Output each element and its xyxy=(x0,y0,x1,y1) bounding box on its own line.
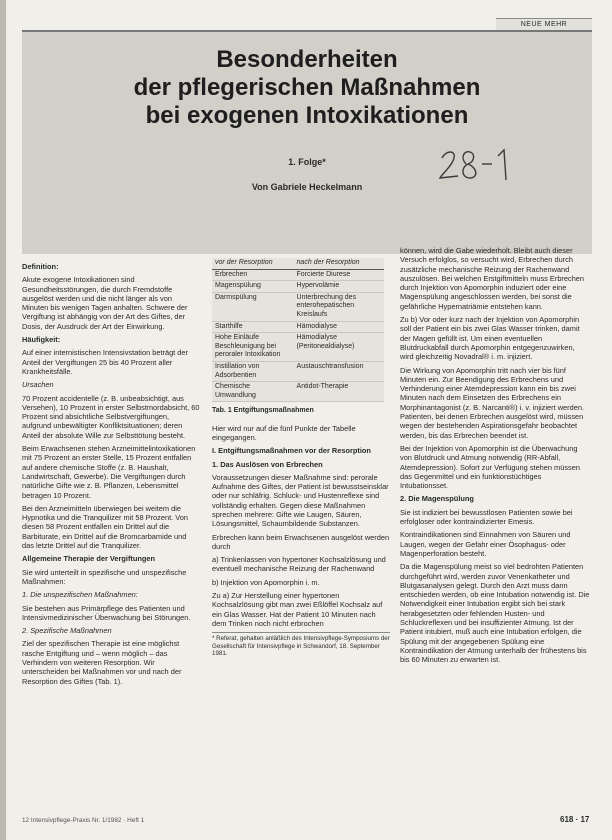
title-line-3: bei exogenen Intoxikationen xyxy=(145,102,469,129)
table-cell: Chemische Umwandlung xyxy=(212,382,294,402)
table-row xyxy=(212,333,384,362)
table-cell: Darmspülung xyxy=(212,292,294,321)
item1-heading: 1. Die unspezifischen Maßnahmen: xyxy=(22,590,138,600)
definition-heading: Definition: xyxy=(22,262,59,271)
children-text: Bei den Arzneimitteln überwiegen bei weitem die Hypnotika und die Tranquilizer mit 58 Prozent. Von diesen 58 Prozent entfallen ein Drittel auf die Barbiturate, ein Drittel auf die Bromcarbamide und das letzte Drittel auf die Tranquilizer. xyxy=(22,503,188,551)
table-row xyxy=(212,281,384,293)
vomiting-item-a: a) Trinkenlassen von hypertoner Kochsalzlösung und eventuell mechanische Reizung der Rachenwand xyxy=(212,555,386,574)
right-text-7: Da die Magenspülung meist so viel bedrohten Patienten durchgeführt wird, werden zuvor Venenkatheter und Blutgasanalysen gelegt. Durch den Arzt muss dann entschieden werden, ob eine Intubation notwendig ist. Die Notwendigkeit einer Intubation ergibt sich bei stark herabgesetzten oder fehlenden Husten- und Schluckreflexen und bei insuffizienter Atmung. Ist der Patient intubiert, muß auch eine Intubation erfolgen, die Spülung mit der angegebenen Spülung eine Kontraindikation der Atmung unterhalb der frühestens bis bis 60 Minuten zu erwarten ist. xyxy=(400,562,590,665)
after-table-text: Hier wird nur auf die fünf Punkte der Tabelle eingegangen. xyxy=(212,423,356,442)
table-cell: Hypervolämie xyxy=(294,281,384,293)
table-row xyxy=(212,292,384,321)
causes-heading: Ursachen xyxy=(22,380,54,390)
handwritten-note xyxy=(436,144,516,184)
column-middle xyxy=(212,258,390,658)
therapy-intro: Sie wird unterteilt in spezifische und unspezifische Maßnahmen: xyxy=(22,567,187,586)
author-line: Von Gabriele Heckelmann xyxy=(251,182,363,192)
section-heading-gastric-lavage: 2. Die Magenspülung xyxy=(400,494,474,504)
table-cell: Instillation von Adsorbentien xyxy=(212,361,294,381)
section-rubric: NEUE MEHR xyxy=(496,18,592,31)
page-footer-source: 12 Intensivpflege-Praxis Nr. 1/1982 · Heft 1 xyxy=(22,817,145,824)
subheading-vomiting: 1. Das Auslösen von Erbrechen xyxy=(212,459,323,469)
series-label: 1. Folge* xyxy=(288,157,326,167)
right-text-2: Zu b) Vor oder kurz nach der Injektion von Apomorphin soll der Patient ein bis zwei Glas Wasser trinken, damit der Magen gefüllt ist. Um einen eventuellen Blutdruckabfall durch Apomorphin entgegenzuwirken, wird gleichzeitig Novadral® i. m. injiziert. xyxy=(400,315,580,362)
table-row xyxy=(212,382,384,402)
detox-table xyxy=(212,258,384,402)
table-cell: Starthilfe xyxy=(212,321,294,333)
table-header-row xyxy=(212,258,384,269)
vomiting-text-3: Zu a) Zur Herstellung einer hypertonen Kochsalzlösung gibt man zwei Eßlöffel Kochsalz auf ein Glas Wasser. Hat der Patient 10 Minuten nach dem Trinken noch nicht erbrochen xyxy=(212,591,383,628)
frequency-heading: Häufigkeit: xyxy=(22,335,61,345)
table-row xyxy=(212,269,384,281)
vomiting-text-1: Voraussetzungen dieser Maßnahme sind: perorale Aufnahme des Giftes, der Patient ist bewusstseinsklar oder nur schläfrig. Schluck- und Hustenreflexe sind vollständig erhalten. Gegen diese Maßnahmen sprechen mehrere: Gifte wie Laugen, Säuren, Lösungsmittel, Schaumbildende Substanzen. xyxy=(212,472,389,529)
column-left xyxy=(22,258,200,690)
table-cell: Forcierte Diurese xyxy=(294,269,384,281)
table-cell: Erbrechen xyxy=(212,269,294,281)
right-text-4: Bei der Injektion von Apomorphin ist die Überwachung von Blutdruck und Atmung notwendig (RR-Abfall, Atemdepression). Sofort zur Verfügung stehen müssen das Gegenmittel und ein funktionstüchtiges Intubationsset. xyxy=(400,443,580,491)
table-cell: Hämodialyse (Peritonealdialyse) xyxy=(294,333,384,362)
right-text-1: können, wird die Gabe wiederholt. Bleibt auch dieser Versuch erfolglos, so versucht wird, Erbrechen durch zusätzliche mechanische Reizung der Rachenwand auszulösen. Bei welchen Erstgiftmitteln muss Erbrechen durch Injektion von Apomorphin induziert oder eine Magenspülung angeschlossen werden, bei sonst die gefährliche Hypernatriämie entstehen kann. xyxy=(400,246,585,311)
adults-text: Beim Erwachsenen stehen Arzneimittelintoxikationen mit 75 Prozent an erster Stelle, 15 Prozent entfallen auf andere chemische Stoffe (z. B. Haushalt, Landwirtschaft, Gewerbe). Die Vergiftungen durch natürliche Gifte wie z. B. Pflanzen, Lebensmittel betragen 10 Prozent. xyxy=(22,444,196,500)
item2-heading: 2. Spezifische Maßnahmen xyxy=(22,626,112,636)
definition-text: Akute exogene Intoxikationen sind Gesundheitsstörungen, die durch Fremdstoffe ausgelöst werden und die nicht länger als von Minuten bis wenigen Tagen anhalten. Schwere der Vergiftung ist abhängig von der Art des Giftes, der Dosis, der Ausdruck der Art der Einwirkung. xyxy=(22,275,188,331)
footnote: * Referat, gehalten anläßlich des Intensivpflege-Symposiums der Gesellschaft für Intensivpflege in Schwandorf, 18. September 1981. xyxy=(212,632,390,658)
table-cell: Unterbrechung des enterohepatischen Kreislaufs xyxy=(294,292,384,321)
causes-text: 70 Prozent accidentelle (z. B. unbeabsichtigt, aus Versehen), 10 Prozent in erster Selbstmordabsicht, 60 Prozent sind absichtliche Selbstvergiftungen, aufgrund unbewältigter Konfliktsituationen; deren Anteil der absolute Wille zur Selbsttötung besteht. xyxy=(22,393,200,440)
table-cell: Magenspülung xyxy=(212,281,294,293)
vomiting-item-b: b) Injektion von Apomorphin i. m. xyxy=(212,577,320,587)
article-title xyxy=(22,46,592,130)
table-caption: Tab. 1 Entgiftungsmaßnahmen xyxy=(212,407,314,415)
table-cell: Antidot-Therapie xyxy=(294,382,384,402)
title-line-2: der pflegerischen Maßnahmen xyxy=(133,74,481,101)
frequency-text: Auf einer internistischen Intensivstation beträgt der Anteil der Vergiftungen 25 bis 40 Prozent aller Krankheitsfälle. xyxy=(22,348,188,376)
title-line-1: Besonderheiten xyxy=(216,46,398,73)
title-banner xyxy=(22,30,592,254)
page-number: 618 · 17 xyxy=(560,815,590,824)
table-row xyxy=(212,321,384,333)
table-row xyxy=(212,361,384,381)
page-edge-shadow xyxy=(0,0,6,840)
item2-text: Ziel der spezifischen Therapie ist eine möglichst rasche Entgiftung und – wenn möglich – das Verhindern von weiteren Resorption. Wir unterscheiden bei Maßnahmen vor und nach der Resorption des Giftes (Tab. 1). xyxy=(22,639,182,686)
right-text-5: Sie ist indiziert bei bewusstlosen Patienten sowie bei erfolgloser oder kontraindizierter Emesis. xyxy=(400,507,573,527)
vomiting-text-2: Erbrechen kann beim Erwachsenen ausgelöst werden durch xyxy=(212,532,390,551)
item1-text: Sie bestehen aus Primärpflege des Patienten und Intensivmedizinischer Überwachung bei Störungen. xyxy=(22,603,191,622)
column-right xyxy=(400,246,590,668)
table-cell: Hohe Einläufe Beschleunigung bei peroraler Intoxikation xyxy=(212,333,294,362)
therapy-heading: Allgemeine Therapie der Vergiftungen xyxy=(22,554,156,564)
right-text-6: Kontraindikationen sind Einnahmen von Säuren und Laugen, wegen der Gefahr einer Ösophagus- oder Magenperforation besteht. xyxy=(400,530,571,558)
right-text-3: Die Wirkung von Apomorphin tritt nach vier bis fünf Minuten ein. Zur Beendigung des Erbrechens und Verhinderung einer Atemdepression kann ein bis zwei Minuten nach dem Einsetzen des Erbrechens ein Morphinantagonist (z. B. Narcanti®) i. v. injiziert werden. Patienten, bei denen Erbrechen ausgelöst wird, müssen wegen der bestehenden Aspirationsgefahr beobachtet werden, bis das Erbrechen beendet ist. xyxy=(400,365,584,440)
table-cell: Hämodialyse xyxy=(294,321,384,333)
section-heading-before-resorption: I. Entgiftungsmaßnahmen vor der Resorption xyxy=(212,446,371,456)
table-header-after: nach der Resorption xyxy=(294,258,384,269)
table-header-before: vor der Resorption xyxy=(212,258,294,269)
table-cell: Austauschtransfusion xyxy=(294,361,384,381)
